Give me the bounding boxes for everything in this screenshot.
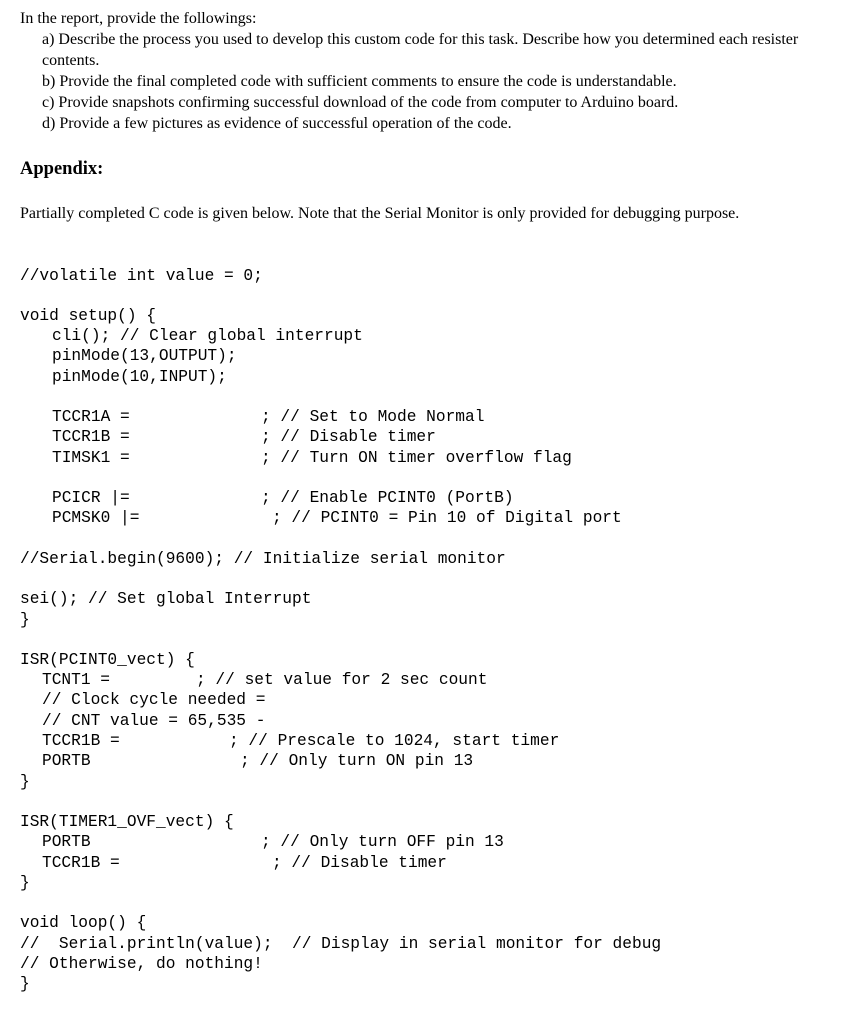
code-line: //Serial.begin(9600); // Initialize serial monitor xyxy=(20,550,506,568)
code-comment: ; // Prescale to 1024, start timer xyxy=(229,732,560,750)
code-comment: ; // Set to Mode Normal xyxy=(261,408,485,426)
code-line: void loop() { xyxy=(20,914,147,932)
code-line: // Serial.println(value); // Display in serial monitor for debug xyxy=(20,935,662,953)
instruction-item-d: d) Provide a few pictures as evidence of successful operation of the code. xyxy=(42,115,512,132)
code-line: pinMode(13,OUTPUT); xyxy=(52,347,237,365)
code-line: } xyxy=(20,611,30,629)
code-line: ISR(PCINT0_vect) { xyxy=(20,651,195,669)
code-comment: ; // Enable PCINT0 (PortB) xyxy=(261,489,514,507)
code-line: } xyxy=(20,975,30,993)
code-comment: ; // Only turn ON pin 13 xyxy=(240,752,474,770)
code-line: PORTB xyxy=(42,833,91,851)
appendix-paragraph: Partially completed C code is given below. Note that the Serial Monitor is only provided for debugging purpose. xyxy=(20,205,740,222)
code-line: TCCR1B = xyxy=(42,732,120,750)
code-line: TCCR1A = xyxy=(52,408,130,426)
code-line: pinMode(10,INPUT); xyxy=(52,368,227,386)
code-line: PCMSK0 |= xyxy=(52,509,140,527)
code-comment: ; // Turn ON timer overflow flag xyxy=(261,449,572,467)
code-line: TCCR1B = xyxy=(52,428,130,446)
appendix-heading: Appendix: xyxy=(20,159,104,179)
code-line: ISR(TIMER1_OVF_vect) { xyxy=(20,813,234,831)
code-line: } xyxy=(20,773,30,791)
code-comment: ; // Disable timer xyxy=(272,854,447,872)
code-line: // CNT value = 65,535 - xyxy=(42,712,266,730)
code-comment: ; // Disable timer xyxy=(261,428,436,446)
code-line: TCNT1 = xyxy=(42,671,110,689)
code-line: PORTB xyxy=(42,752,91,770)
code-comment: ; // PCINT0 = Pin 10 of Digital port xyxy=(272,509,622,527)
code-line: // Otherwise, do nothing! xyxy=(20,955,263,973)
code-line: TIMSK1 = xyxy=(52,449,130,467)
code-line: } xyxy=(20,874,30,892)
instruction-item-a: a) Describe the process you used to develop this custom code for this task. Describe how you determined each resister contents. xyxy=(42,31,799,69)
code-line: void setup() { xyxy=(20,307,156,325)
instruction-item-c: c) Provide snapshots confirming successful download of the code from computer to Arduino board. xyxy=(42,94,679,111)
instruction-item-b: b) Provide the final completed code with sufficient comments to ensure the code is understandable. xyxy=(42,73,677,90)
code-line: TCCR1B = xyxy=(42,854,120,872)
report-instructions-intro: In the report, provide the followings: xyxy=(20,10,257,27)
code-comment: ; // set value for 2 sec count xyxy=(196,671,488,689)
code-line: //volatile int value = 0; xyxy=(20,267,263,285)
code-line: sei(); // Set global Interrupt xyxy=(20,590,312,608)
code-comment: ; // Only turn OFF pin 13 xyxy=(261,833,504,851)
code-line: PCICR |= xyxy=(52,489,130,507)
code-line: // Clock cycle needed = xyxy=(42,691,266,709)
code-line: cli(); // Clear global interrupt xyxy=(52,327,363,345)
